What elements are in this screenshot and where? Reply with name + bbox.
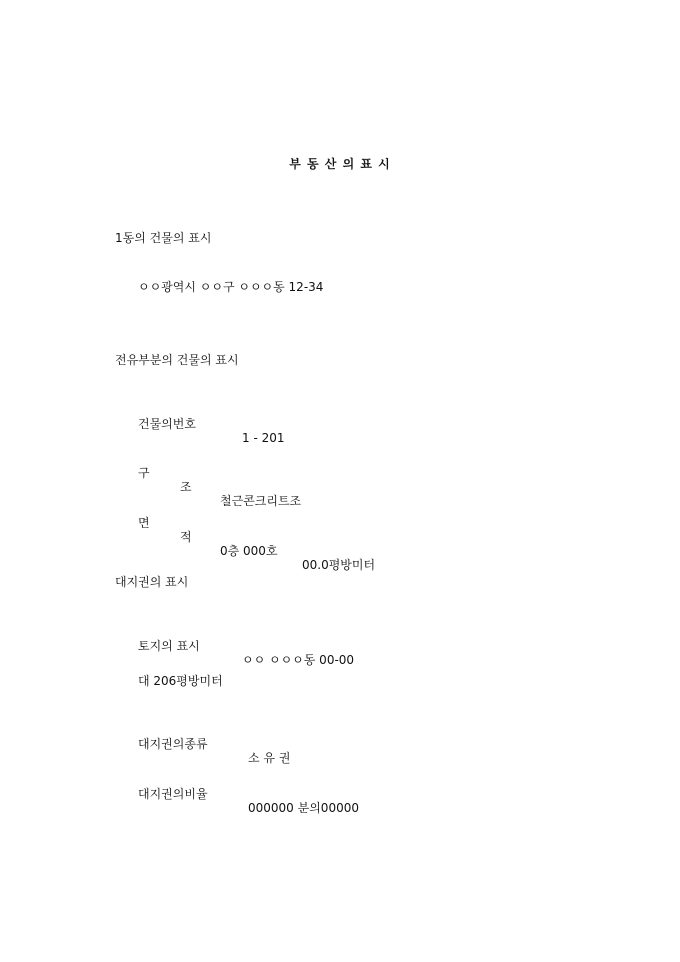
land-right-heading: 대지권의 표시	[115, 575, 189, 589]
land-area: 대 206평방미터	[138, 674, 223, 688]
land-right-ratio-value: 000000 분의00000	[248, 801, 359, 815]
land-right-ratio-row	[138, 773, 538, 815]
building-heading: 1동의 건물의 표시	[115, 231, 212, 245]
land-right-type-row	[138, 723, 538, 765]
unit-structure-value: 철근콘크리트조	[220, 494, 302, 508]
land-right-ratio-label: 대지권의비율	[138, 787, 208, 801]
unit-structure-label-2: 조	[180, 480, 192, 494]
building-address: ㅇㅇ광역시 ㅇㅇ구 ㅇㅇㅇ동 12-34	[138, 280, 324, 294]
unit-number-label: 건물의번호	[138, 417, 196, 431]
unit-number-row	[138, 403, 538, 445]
unit-area-value: 00.0평방미터	[302, 558, 376, 572]
document-title: 부 동 산 의 표 시	[289, 157, 391, 171]
unit-area-floor: 0층 000호	[220, 544, 278, 558]
unit-heading: 전유부분의 건물의 표시	[115, 353, 239, 367]
unit-structure-row	[138, 452, 538, 508]
unit-structure-label-1: 구	[138, 466, 150, 480]
land-value: ㅇㅇ ㅇㅇㅇ동 00-00	[242, 653, 355, 667]
land-label: 토지의 표시	[138, 639, 200, 653]
unit-area-label-1: 면	[138, 516, 150, 530]
unit-number-value: 1 - 201	[242, 431, 285, 445]
unit-area-label-2: 적	[180, 530, 192, 544]
land-right-type-label: 대지권의종류	[138, 737, 208, 751]
land-right-type-value: 소 유 권	[248, 751, 291, 765]
land-row	[138, 625, 538, 667]
unit-area-row	[138, 502, 538, 572]
